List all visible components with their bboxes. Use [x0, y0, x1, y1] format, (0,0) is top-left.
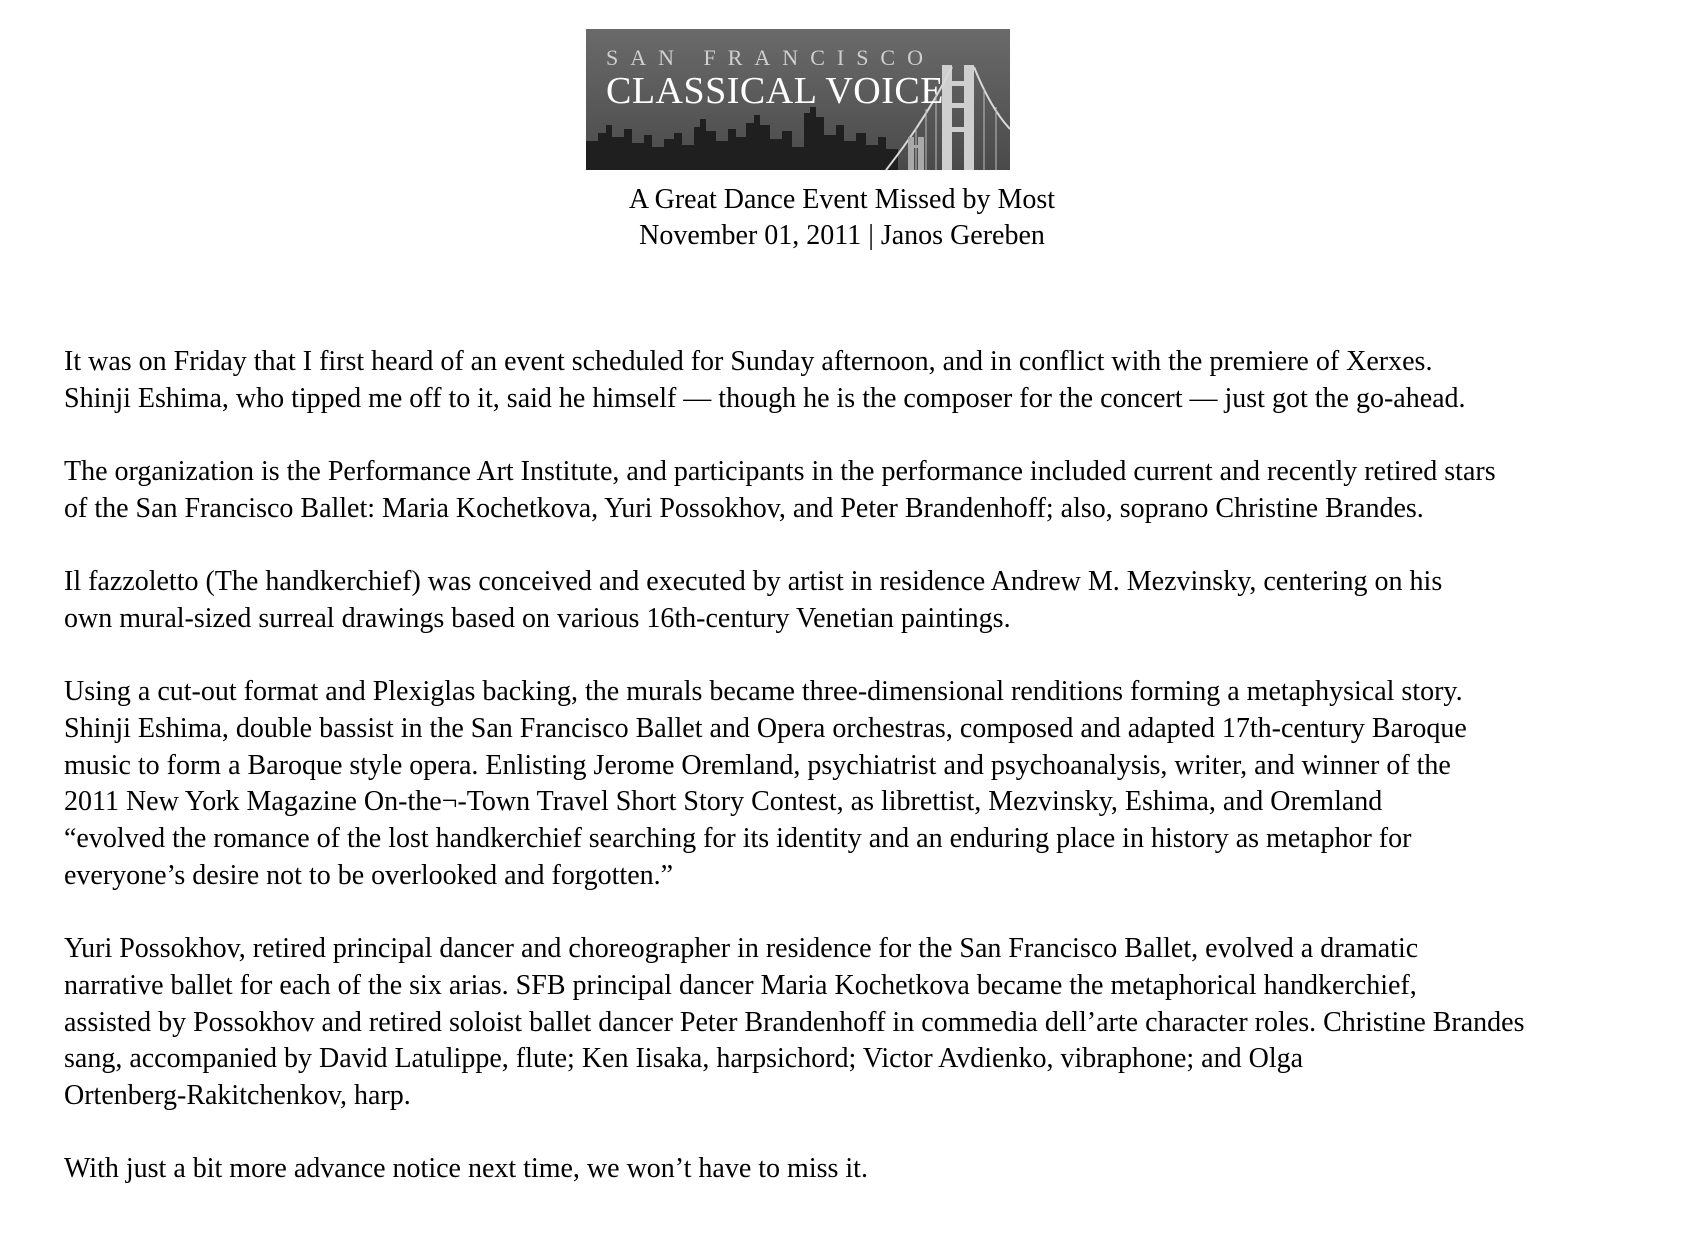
text-line: 2011 New York Magazine On-the¬-Town Travel Short Story Contest, as librettist, Mezvinsky, Eshima, and Oremland — [64, 786, 1383, 818]
text-line: Using a cut-out format and Plexiglas backing, the murals became three-dimensional renditions forming a metaphysical story. — [64, 676, 1463, 708]
article-body — [64, 344, 1664, 1225]
paragraph-5 — [64, 931, 1664, 1115]
paragraph-1 — [64, 344, 1664, 417]
text-line: music to form a Baroque style opera. Enlisting Jerome Oremland, psychiatrist and psychoanalysis, writer, and winner of the — [64, 749, 1451, 781]
text-line: With just a bit more advance notice next time, we won’t have to miss it. — [64, 1153, 868, 1185]
text-line: The organization is the Performance Art Institute, and participants in the performance included current and recently retired stars — [64, 456, 1496, 488]
text-line: Il fazzoletto (The handkerchief) was conceived and executed by artist in residence Andrew M. Mezvinsky, centering on his — [64, 566, 1443, 598]
text-line: of the San Francisco Ballet: Maria Kochetkova, Yuri Possokhov, and Peter Brandenhoff; also, soprano Christine Brandes. — [64, 492, 1424, 524]
logo-text-san-francisco: SAN FRANCISCO — [606, 45, 935, 70]
paragraph-4 — [64, 674, 1664, 894]
site-logo[interactable] — [586, 29, 1010, 170]
text-line: Shinji Eshima, who tipped me off to it, said he himself — though he is the composer for the concert — just got the go-ahead. — [64, 382, 1466, 414]
text-line: It was on Friday that I first heard of an event scheduled for Sunday afternoon, and in conflict with the premiere of Xerxes. — [64, 346, 1433, 377]
text-line: narrative ballet for each of the six arias. SFB principal dancer Maria Kochetkova became the metaphorical handkerchief, — [64, 969, 1417, 1001]
byline-separator: | — [868, 220, 874, 251]
article-byline — [0, 218, 1684, 254]
text-line: Shinji Eshima, double bassist in the San Francisco Ballet and Opera orchestras, composed and adapted 17th-century Baroque — [64, 712, 1467, 744]
text-line: everyone’s desire not to be overlooked and forgotten.” — [64, 859, 674, 891]
text-line: Ortenberg-Rakitchenkov, harp. — [64, 1080, 411, 1111]
logo-text-classical-voice: CLASSICAL VOICE — [606, 70, 944, 112]
article-author: Janos Gereben — [880, 220, 1045, 251]
paragraph-2 — [64, 454, 1664, 527]
text-line: own mural-sized surreal drawings based on various 16th-century Venetian paintings. — [64, 602, 1011, 634]
paragraph-3 — [64, 564, 1664, 637]
text-line: “evolved the romance of the lost handkerchief searching for its identity and an enduring place in history as metaphor for — [64, 823, 1412, 855]
text-line: assisted by Possokhov and retired soloist ballet dancer Peter Brandenhoff in commedia dell’arte character roles. Christine Brandes — [64, 1006, 1525, 1038]
article-title: A Great Dance Event Missed by Most — [628, 184, 1056, 215]
article-date: November 01, 2011 — [639, 220, 862, 251]
text-line: Yuri Possokhov, retired principal dancer and choreographer in residence for the San Francisco Ballet, evolved a dramatic — [64, 933, 1419, 965]
paragraph-6 — [64, 1151, 1664, 1188]
text-line: sang, accompanied by David Latulippe, flute; Ken Iisaka, harpsichord; Victor Avdienko, vibraphone; and Olga — [64, 1043, 1304, 1075]
